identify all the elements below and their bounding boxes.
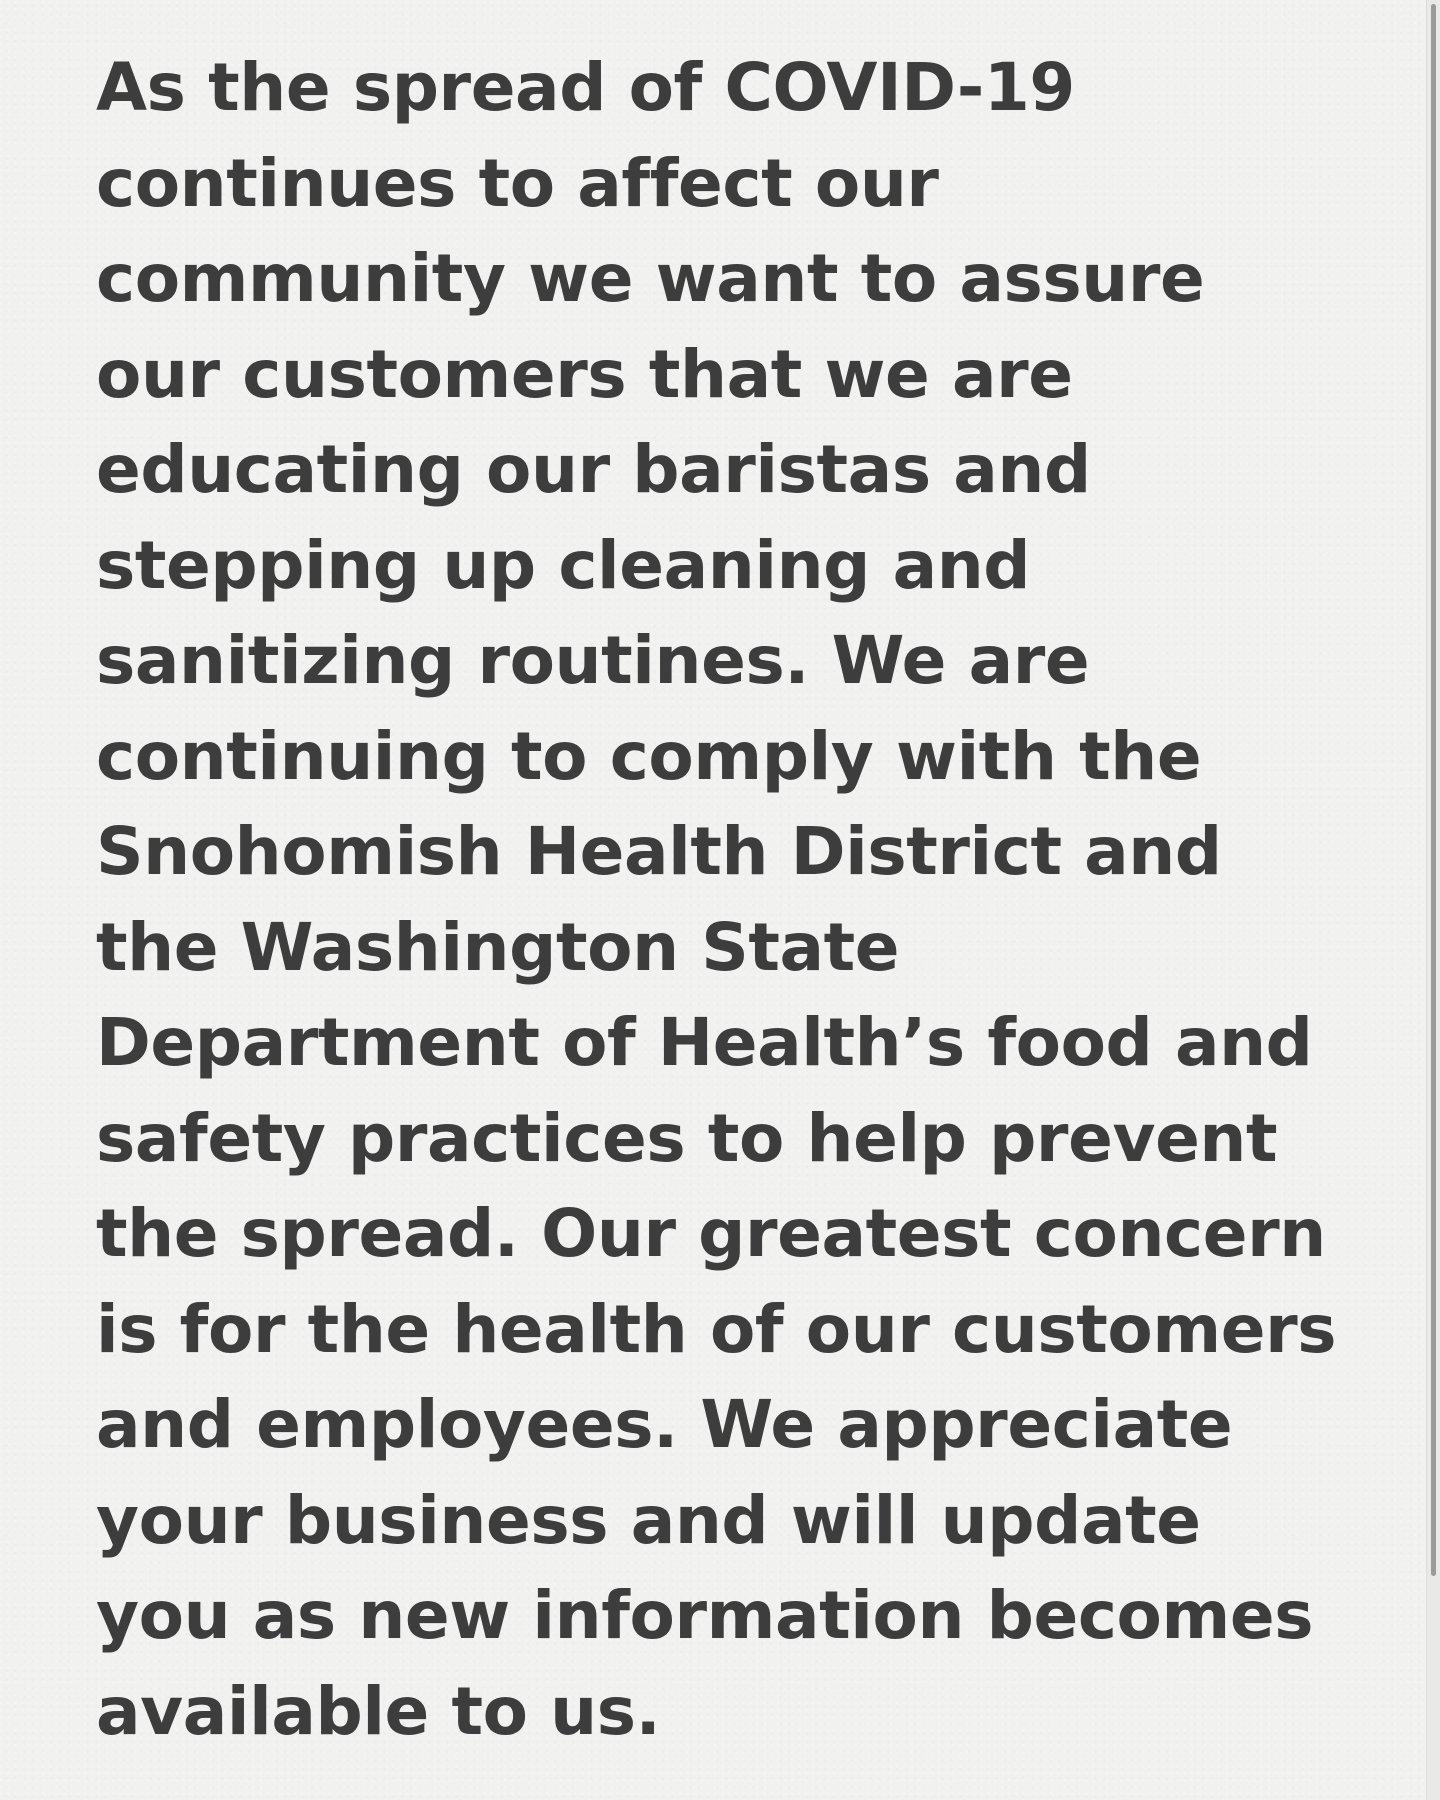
note-line: and employees. We appreciate xyxy=(96,1386,1233,1463)
note-line: safety practices to help prevent xyxy=(96,1099,1278,1177)
note-line: you as new information becomes xyxy=(96,1577,1314,1654)
vertical-scrollbar[interactable] xyxy=(1426,0,1440,1800)
note-line: sanitizing routines. We are xyxy=(96,622,1090,699)
note-line: available to us. xyxy=(96,1672,661,1750)
note-line: the spread. Our greatest concern xyxy=(96,1195,1326,1272)
note-line: stepping up cleaning and xyxy=(96,526,1031,604)
note-body-text[interactable] xyxy=(96,40,1386,1759)
note-line: continuing to comply with the xyxy=(96,717,1202,795)
note-line: is for the health of our customers xyxy=(96,1290,1337,1368)
note-line: Department of Health’s food and xyxy=(96,1004,1313,1081)
note-line: continues to affect our xyxy=(96,144,939,222)
note-line: As the spread of COVID-19 xyxy=(96,49,1075,126)
note-line: community we want to assure xyxy=(96,240,1205,317)
note-line: educating our baristas and xyxy=(96,431,1091,508)
note-line: Snohomish Health District and xyxy=(96,813,1222,890)
note-line: the Washington State xyxy=(96,908,900,986)
scrollbar-thumb[interactable] xyxy=(1431,4,1436,1576)
note-line: your business and will update xyxy=(96,1481,1201,1559)
note-line: our customers that we are xyxy=(96,335,1073,413)
